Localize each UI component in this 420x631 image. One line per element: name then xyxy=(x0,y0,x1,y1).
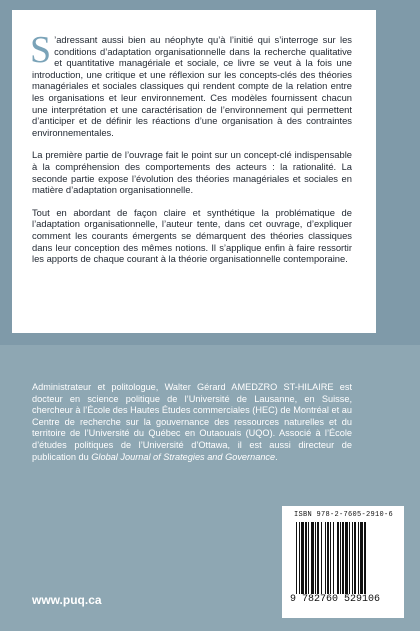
author-bio xyxy=(32,382,352,463)
barcode-bar xyxy=(358,522,359,594)
isbn-label: ISBN 978-2-7605-2910-6 xyxy=(294,511,394,519)
barcode-bar xyxy=(301,522,304,594)
barcode-bar xyxy=(325,522,326,594)
barcode-bar xyxy=(354,522,356,594)
barcode-digits: 9 782760 529106 xyxy=(290,594,381,605)
barcode xyxy=(296,522,394,594)
barcode-bar xyxy=(360,522,363,594)
paragraph-1-text: ’adressant aussi bien au néophyte qu’à l’initié qui s’interroge sur les conditions d’adaptation organisationnelle dans la recherche qualitative et quantitative managériale et sociale, ce livre se veut à la fois une introduction, une critique et une réflexion sur les concepts-clés des théories managériales et sociales classiques qui rendent compte de la relation entre les organisations et leur environnement. Ces modèles fournissent chacun une interprétation et une caractérisation de l’environnement qui permettent d’anticiper et de définir les réactions d’une organisation à des contraintes environnementales. xyxy=(32,34,352,138)
paragraph-1 xyxy=(30,29,352,138)
barcode-bar xyxy=(352,522,353,594)
paragraph-3: Tout en abordant de façon claire et synthétique la problématique de l’adaptation organisationnelle, l’auteur tente, dans cet ouvrage, d’expliquer comment les courants émergents se démarquent des théories classiques dans leur conception des mêmes notions. Il s’applique enfin à faire ressortir les apports de chaque courant à la théorie organisationnelle contemporaine. xyxy=(32,206,352,265)
barcode-bar xyxy=(327,522,329,594)
barcode-bar xyxy=(311,522,314,594)
barcode-bar xyxy=(330,522,331,594)
barcode-bar xyxy=(299,522,300,594)
barcode-bar xyxy=(364,522,366,594)
barcode-bar xyxy=(333,522,334,594)
barcode-bar xyxy=(296,522,297,594)
barcode-bar xyxy=(308,522,309,594)
barcode-bar xyxy=(317,522,319,594)
author-bio-text: Administrateur et politologue, Walter Gérard AMEDZRO ST-HILAIRE est docteur en science politique de l’Université de Lausanne, en Suisse, chercheur à l’École des Hautes Études commerciales (HEC) de Montréal et au Centre de recherche sur la gouvernance des ressources naturelles et du territoire de l’Université du Québec en Outaouais (UQO). Associé à l’École d’études politiques de l’Université d’Ottawa, il est aussi directeur de publication du xyxy=(32,382,352,462)
summary-text xyxy=(30,29,352,276)
journal-title: Global Journal of Strategies and Governance xyxy=(91,451,276,462)
barcode-bar xyxy=(342,522,344,594)
barcode-bar xyxy=(340,522,341,594)
author-bio-end: . xyxy=(275,451,278,462)
paragraph-2: La première partie de l’ouvrage fait le point sur un concept-clé indispensable à la compréhension des comportements des acteurs : la rationalité. La seconde partie expose l’évolution des théories managériales et sociales en matière d’adaptation organisationnelle. xyxy=(32,149,352,196)
barcode-bar xyxy=(345,522,348,594)
barcode-bar xyxy=(315,522,316,594)
barcode-bar xyxy=(305,522,307,594)
barcode-bar xyxy=(349,522,350,594)
publisher-url[interactable]: www.puq.ca xyxy=(32,593,102,607)
drop-cap: S xyxy=(30,29,52,71)
barcode-bar xyxy=(337,522,339,594)
barcode-bar xyxy=(321,522,322,594)
